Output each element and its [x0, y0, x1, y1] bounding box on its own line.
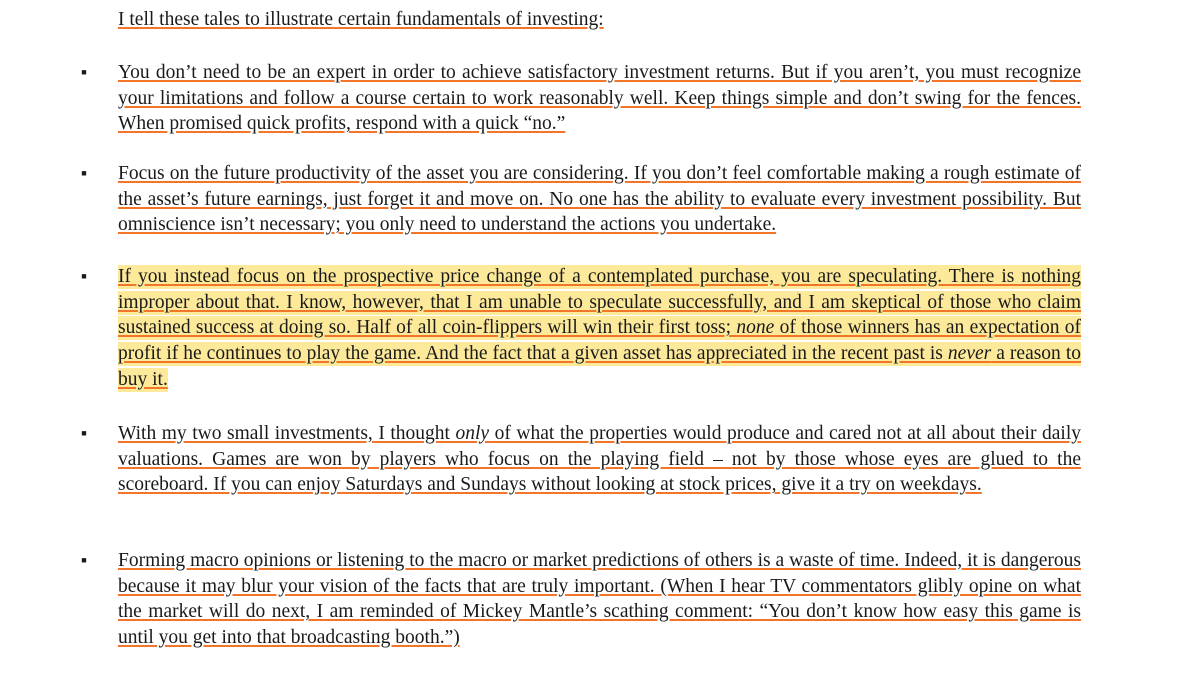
- text-run: a reason to buy it.: [118, 343, 1081, 390]
- bullet-marker: ■: [81, 555, 87, 565]
- bullet-paragraph-1: [118, 60, 1081, 137]
- text-run: of those winners has an expectation of profit if he continues to play the game. And the fact that a given asset has appreciated in the recent past is: [118, 317, 1081, 365]
- paragraph-text: Focus on the future productivity of the asset you are considering. If you don’t feel comfortable making a rough estimate of the asset’s future earnings, just forget it and move on. No one has the ability to evaluate every investment possibility. But omniscience isn’t necessary; you only need to understand the actions you undertake.: [118, 163, 1081, 236]
- intro-text: I tell these tales to illustrate certain fundamentals of investing:: [118, 9, 604, 30]
- bullet-paragraph-3-highlighted: [118, 264, 1081, 393]
- bullet-marker: ■: [81, 168, 87, 178]
- text-run: If you instead focus on the prospective price change of a contemplated purchase, you are speculating. There is nothing improper about that. I know, however, that I am unable to speculate successfully, and I am skeptical of those who claim sustained success at doing so. Half of all coin-flippers will win their first toss;: [118, 266, 1081, 339]
- paragraph-text: You don’t need to be an expert in order to achieve satisfactory investment returns. But if you aren’t, you must recognize your limitations and follow a course certain to work reasonably well. Keep things simple and don’t swing for the fences. When promised quick profits, respond with a quick “no.”: [118, 62, 1081, 135]
- intro-line: [118, 7, 604, 33]
- bullet-marker: ■: [81, 271, 87, 281]
- emphasis-only: only: [455, 423, 490, 444]
- bullet-marker: ■: [81, 67, 87, 77]
- emphasis-never: never: [947, 343, 992, 365]
- emphasis-none: none: [736, 317, 775, 339]
- text-run: of what the properties would produce and cared not at all about their daily valuations. Games are won by players who focus on the playing field – not by those whose eyes are glued to the scoreboard. If you can enjoy Saturdays and Sundays without looking at stock prices, give it a try on weekdays.: [118, 423, 1081, 496]
- bullet-marker: ■: [81, 428, 87, 438]
- bullet-paragraph-4: [118, 421, 1081, 498]
- paragraph-text: Forming macro opinions or listening to the macro or market predictions of others is a waste of time. Indeed, it is dangerous because it may blur your vision of the facts that are truly important. (When I hear TV commentators glibly opine on what the market will do next, I am reminded of Mickey Mantle’s scathing comment: “You don’t know how easy this game is until you get into that broadcasting booth.”): [118, 550, 1081, 649]
- text-run: With my two small investments, I thought: [118, 423, 456, 444]
- bullet-paragraph-5: [118, 548, 1081, 651]
- paragraph-text: [118, 423, 1081, 495]
- bullet-paragraph-2: [118, 161, 1081, 238]
- highlighted-text: [118, 265, 1081, 392]
